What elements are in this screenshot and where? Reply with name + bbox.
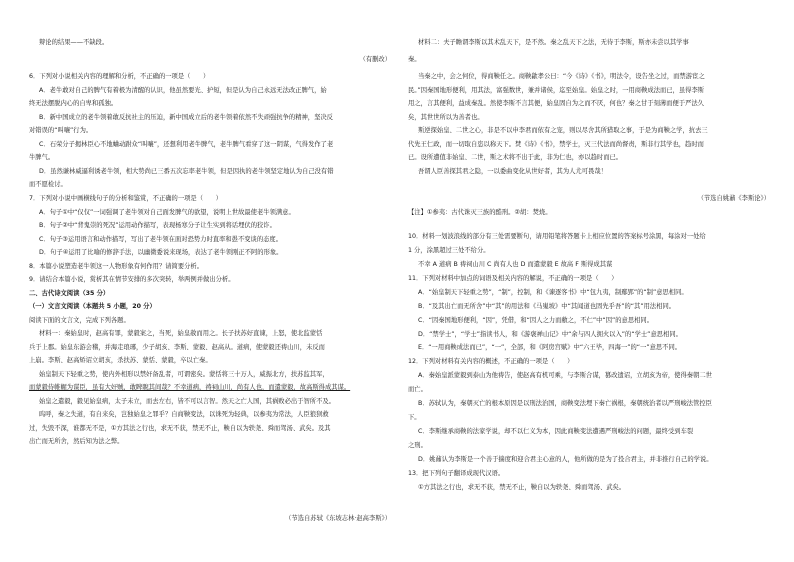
passage-source: （节选自苏轼《东坡志林·赵高李斯》） xyxy=(285,515,391,522)
passage-line: 上崩。李斯、赵高矫诏立胡亥，杀扶苏、蒙恬、蒙毅，卒以亡秦。 xyxy=(29,357,212,364)
passage-line: 已。设所遭值非始皇、二世，斯之术将不出于此，非为仁也，亦以趋时而已。 xyxy=(408,154,623,161)
passage-line: 出亡而无所舍，然后知为法之弊。 xyxy=(29,438,124,445)
text-line: 对错误的“叫嚷”行为。 xyxy=(29,127,93,134)
q11-option-c: C．“因秦国地形便利，“因”，凭借，和“因人之力而敝之，不仁”中“因”的意思相同。 xyxy=(418,317,654,324)
passage-line: 代先王仁政，而一切取自恣以称天下。焚《诗》《书》，禁学士，灭三代法而尚督责，斯非行其学也，趋时而 xyxy=(408,141,704,148)
passage-line: 矣，其世世所以为善者也。 xyxy=(408,114,484,121)
passage-line: 呜呼，秦之失道，有自来矣，岂独始皇之罪乎？自商鞅变法，以诛死为轻典，以参夷为常法，人臣狼狈救 xyxy=(39,411,329,418)
passage-line-underlined: 过，失毁不深，谁都无不是，①方其法之行也，求无不获，禁无不止，鞅自以为轶尧、舜而驾汤、武矣。及其 xyxy=(29,425,331,432)
q12-option-c: C．李斯继承商鞅的法家学说，却不以仁义为本，因此商鞅变法遭遇严刑峻法的问题，最终受到车裂 xyxy=(418,428,694,435)
text-line: 下。 xyxy=(408,414,421,421)
question-7-stem: 7．下列对小说中画横线句子的分析和鉴赏，不正确的一项是（ ） xyxy=(29,195,222,202)
passage-line: 材料二：夫子瞻谓李斯以其术乱天下，是不然。秦之乱天下之法，无待于李斯，斯亦未尝以其学事 xyxy=(418,39,689,46)
passage-line: 秦。 xyxy=(408,56,421,63)
q7-option-d: D．句子④运用了比喻的修辞手法，以幽微委说来现场，表达了老牛领刚正不阿的形象。 xyxy=(39,249,283,256)
question-6-stem: 6．下列对小说相关内容的理解和分析，不正确的一项是（ ） xyxy=(29,73,210,80)
text-line: 而亡。 xyxy=(408,386,427,393)
q10-sentence: 不幸 A 道病 B 祷祠山川 C 尚有人也 D 而遣蒙毅 E 故高 F 斯得成其谋 xyxy=(418,261,613,268)
question-11-stem: 11．下列对材料中加点的词语及相关内容的解说，不正确的一项是（ ） xyxy=(408,275,618,282)
q6-option-b: B．新中国成立的老牛领着敢反抗社主的压迫，新中国成立后的老牛领着依然不失顽强抗争的精神，坚决反 xyxy=(39,114,333,121)
text-line: 终无法摆脱内心的自卑和孤独。 xyxy=(29,100,118,107)
passage-line: 用之，言其便利，益成秦乱。然使李斯不言其便，始皇固自为之而不厌，何也？秦之甘于刻薄而便于严法久 xyxy=(408,100,704,107)
passage-line: 兵于上郡。始皇东游会稽，并海走琅琊，少子胡亥、李斯、蒙毅、赵高从。道病，使蒙毅还祷山川，未反而 xyxy=(29,344,325,351)
q12-option-d: D．姚鼐认为李斯是一个善于揣度和迎合君主心意的人，他所做的是为了投合君主，并非推行自己的学说。 xyxy=(418,456,713,463)
section-heading: 二、古代诗文阅读（35 分） xyxy=(29,290,110,297)
q13-sentence: ①方其法之行也，求无不获，禁无不止，鞅自以为轶尧、舜而驾汤、武矣。 xyxy=(418,484,626,491)
left-column xyxy=(29,0,391,562)
question-12-stem: 12．下列对材料有关内容的概述，不正确的一项是（ ） xyxy=(408,358,574,365)
passage-line: 材料一：秦始皇时，赵高有罪，蒙毅案之，当死，始皇赦而用之。长子扶苏好直谏，上怒，使北监蒙恬 xyxy=(39,330,323,337)
q6-option-d: D．虽然谦林威逼利诱老牛领，相大势尚已三番五次忘率老牛领，但是因执的老牛领坚定地认为自己没有错 xyxy=(39,168,334,175)
text-line: 之刑。 xyxy=(408,442,427,449)
q7-option-c: C．句子③运用语言和动作描写，写出了老牛领在面对恐势力时直率和愚不变谈的态度。 xyxy=(39,236,283,243)
q11-option-b: B．“及其出亡而无所舍”中“其”的用法和《马嵬坡》中“其闻道也固先乎吾”的“其”用法相同。 xyxy=(418,303,676,310)
instruction: 阅读下面的文言文，完成下列各题。 xyxy=(29,317,130,324)
text-line: 辩论的结果——不缺段。 xyxy=(39,39,109,46)
question-13: 13．把下列句子翻译成现代汉语。 xyxy=(408,470,505,477)
passage-source: （节选自姚鼐《李斯论》） xyxy=(697,195,770,202)
q11-option-a: A．“始皇制天下轻重之势”，“制”，控制，和《谏逐客书》中“包九夷，制鄢郢”的“制”意思相同。 xyxy=(418,289,688,296)
right-column xyxy=(408,0,770,562)
q11-option-e: E．“一用商鞅成法而已”，“一”，全部，和《阿房宫赋》中“六王毕，四海一”的“一”意思不同。 xyxy=(418,344,682,351)
text-line: 1 分，涂黑超过三处不给分。 xyxy=(408,247,490,254)
passage-line: 民。”因秦国地形便利，用其法，富强数世，兼并诸侯，迄至始皇。始皇之时，一用商鞅成法而已，虽得李斯 xyxy=(408,87,705,94)
q11-option-d: D．“禁学士”，“学士”指读书人，和《游褒禅山记》中“余与四人拥火以入”的“学士”意思相同。 xyxy=(418,331,682,338)
source-note: （有删改） xyxy=(359,56,391,63)
q12-option-b: B．苏轼认为，秦朝灭亡的根本原因是以刑法治国，商鞅变法埋下秦亡祸根，秦朝统治者以严刑峻法管控臣 xyxy=(418,400,712,407)
q12-option-a: A．秦始皇派蒙毅到泰山为他祷告，使赵高有机可乘，与李斯合谋，篡改遗诏，立胡亥为帝，使得秦朝二世 xyxy=(418,372,712,379)
passage-line: 斯逆探始皇、二世之心，非是不以申李君而依有之宠，则以尽舍其所猎取之事，于是为商鞅之学，抗去三 xyxy=(418,127,708,134)
q7-option-b: B．句子②中“背鬼崇的死况”运用动作描写，表现杨寒分子让生实到将话埋伏的狡诈。 xyxy=(39,222,276,229)
passage-line: 始皇之遣毅，毅见始皇病，太子未立，而去左右，皆不可以言智。然天之亡人国，其祸败必出于智所不及。 xyxy=(39,398,335,405)
question-8: 8．本篇小说塑造老牛领这一人物形象有何作用？请简要分析。 xyxy=(29,263,204,270)
text-line: 牛脾气。 xyxy=(29,154,55,161)
question-10: 10．材料一划波浪线的部分有三处需要断句，请用铅笔将答题卡上相应位置的答案标号涂黑，每涂对一处给 xyxy=(408,233,706,240)
q6-option-c: C．石荣分子揭林臣心不地蛐动跗众“叫嚷”，还想利用老牛脾气，老牛脾气看穿了这一阴谋，气得发作了老 xyxy=(39,141,334,148)
passage-line: 吾谓人臣善探其君之隐，一以委曲变化从世好者，其为人尤可畏哉！ xyxy=(418,168,607,175)
subsection-heading: （一）文言文阅读（本题共 5 小题，20 分） xyxy=(29,303,156,310)
q7-option-a: A．句子①中“仅仅”一词强调了老牛领对自己面发脾气的欲望，说明上世故最使老牛领满意。 xyxy=(39,209,295,216)
passage-line: 当秦之中，会之何位，得商鞅任之。商鞅歙孝公曰：“今《诗》《书》，明法令，设告坐之过，而禁游宦之 xyxy=(418,73,705,80)
question-9: 9．请结合本篇小说，赏析其在情节安排的多次突转，举两例并做出分析。 xyxy=(29,276,235,283)
q6-option-a: A．老牛敢对自己的脾气有着极为清醒的认识，他虽然要光、护短，但是认为自己永远无法改正脾气，始 xyxy=(39,87,327,94)
footnote: 【注】①参夷：古代诛灭三族的酷刑。②胡：焚烧。 xyxy=(408,209,552,216)
text-line: 而不愿检讨。 xyxy=(29,181,67,188)
passage-line: 始皇制天下轻重之势，使内外相形以禁奸备乱者，可谓密矣。蒙恬将三十万人，威振北方，扶苏监其军， xyxy=(39,371,329,378)
passage-line-wavy: 而蒙毅侍帷幄为谋臣，虽有大奸贼，敢睥睨其间哉？不幸道病，祷祠山川，尚有人也，而遣蒙毅，故高斯得成其谋。 xyxy=(29,384,351,391)
